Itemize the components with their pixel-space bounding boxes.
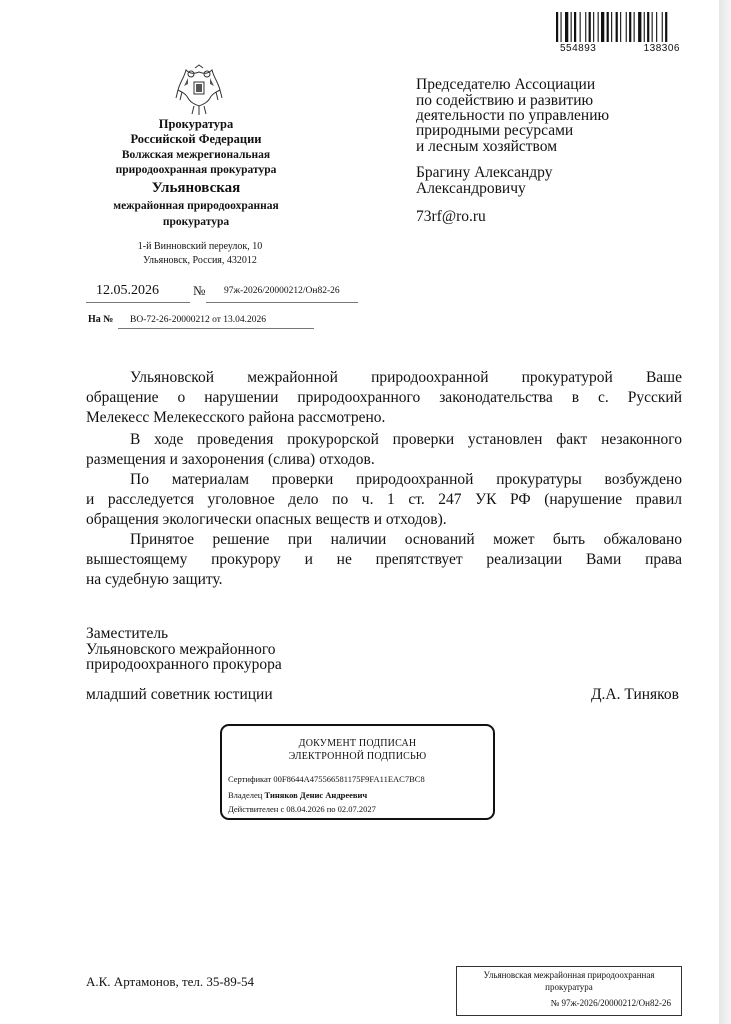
- recipient-name-line1: Брагину Александру: [416, 164, 553, 181]
- recipient-line: природными ресурсами: [416, 122, 574, 139]
- barcode-bar: [665, 12, 667, 42]
- recipient-email: 73rf@ro.ru: [416, 208, 486, 225]
- valid-to-label: по: [326, 804, 336, 814]
- registration-stamp: [456, 966, 682, 1016]
- sender-line: Ульяновская: [151, 180, 241, 196]
- date-underline: [86, 302, 190, 303]
- body-line: обращения экологически опасных веществ и отходов).: [86, 511, 447, 528]
- registration-org-line1: Ульяновская межрайонная природоохранная: [483, 970, 655, 980]
- barcode-bar: [629, 12, 631, 42]
- reply-label: На №: [88, 314, 114, 325]
- body-paragraph: [86, 368, 682, 428]
- barcode-bar: [616, 12, 618, 42]
- body-line: По материалам проверки природоохранной прокуратуры возбуждено: [130, 471, 682, 488]
- body-line: на судебную защиту.: [86, 571, 223, 588]
- body-line: Мелекесс Мелекесского района рассмотрено.: [86, 409, 386, 426]
- recipient-name-line2: Александровичу: [416, 180, 526, 197]
- barcode-bar: [598, 12, 599, 42]
- body-line: Принятое решение при наличии оснований может быть обжаловано: [130, 531, 682, 548]
- barcode-bar: [574, 12, 576, 42]
- sender-line: природоохранная прокуратура: [115, 164, 277, 176]
- recipient-line: Председателю Ассоциации: [416, 76, 596, 93]
- sender-address-line1: 1-й Винновский переулок, 10: [137, 241, 263, 252]
- owner-value: Тиняков Денис Андреевич: [264, 790, 368, 800]
- registration-org-line2: прокуратура: [545, 982, 593, 992]
- recipient-line: и лесным хозяйством: [416, 138, 558, 155]
- barcode-bar: [565, 12, 568, 42]
- barcode-bar: [589, 12, 591, 42]
- body-paragraph: [86, 430, 682, 470]
- barcode-number-left: 554893: [560, 43, 597, 54]
- executor-contact: А.К. Артамонов, тел. 35-89-54: [86, 974, 255, 989]
- stamp-title-line1: ДОКУМЕНТ ПОДПИСАН: [298, 738, 417, 749]
- signer-position-line: Ульяновского межрайонного: [86, 641, 276, 658]
- barcode-bar: [585, 12, 586, 42]
- number-sign: №: [193, 283, 206, 298]
- barcode-bar: [626, 12, 627, 42]
- stamp-certificate-row: [228, 774, 425, 784]
- barcode-bar: [611, 12, 612, 42]
- body-paragraph: [86, 530, 682, 590]
- barcode-bar: [601, 12, 604, 42]
- sender-line: прокуратура: [162, 216, 230, 228]
- sender-line: Прокуратура: [158, 117, 234, 131]
- body-line: В ходе проведения прокурорской проверки установлен факт незаконного: [130, 431, 682, 448]
- signer-position-line: природоохранного прокурора: [86, 656, 282, 673]
- body-line: вышестоящему прокурору и не препятствует реализации Вами права: [86, 551, 682, 568]
- valid-to-value: 02.07.2027: [337, 804, 376, 814]
- electronic-signature-stamp: [220, 724, 495, 820]
- valid-from-label: Действителен с: [228, 804, 285, 814]
- barcode-bar: [556, 12, 558, 42]
- barcode-bar: [652, 12, 653, 42]
- number-underline: [206, 302, 358, 303]
- stamp-validity-row: [228, 804, 376, 814]
- barcode: [556, 12, 680, 42]
- barcode-bar: [607, 12, 609, 42]
- barcode-bar: [647, 12, 649, 42]
- body-line: и расследуется уголовное дело по ч. 1 ст. 247 УК РФ (нарушение правил: [86, 491, 682, 508]
- body-line: Ульяновской межрайонной природоохранной прокуратурой Ваше: [130, 369, 682, 386]
- barcode-bar: [638, 12, 641, 42]
- sender-line: межрайонная природоохранная: [113, 200, 279, 212]
- letter-date: 12.05.2026: [96, 283, 159, 298]
- barcode-numbers: [560, 43, 680, 54]
- signer-position-line: Заместитель: [86, 625, 169, 642]
- signer-name: Д.А. Тиняков: [590, 686, 679, 703]
- barcode-bar: [571, 12, 572, 42]
- signer-rank: младший советник юстиции: [86, 686, 273, 703]
- certificate-label: Сертификат: [228, 774, 272, 784]
- barcode-bar: [561, 12, 562, 42]
- stamp-title-line2: ЭЛЕКТРОННОЙ ПОДПИСЬЮ: [288, 751, 427, 762]
- body-paragraph: [86, 470, 682, 530]
- barcode-bar: [620, 12, 621, 42]
- recipient-line: по содействию и развитию: [416, 92, 594, 109]
- barcode-bar: [634, 12, 635, 42]
- barcode-bar: [644, 12, 645, 42]
- letter-number: 97ж-2026/20000212/Он82-26: [224, 286, 340, 296]
- barcode-number-right: 138306: [643, 43, 680, 54]
- body-line: обращение о нарушении природоохранного законодательства в с. Русский: [86, 389, 682, 406]
- barcode-bar: [656, 12, 657, 42]
- stamp-owner-row: [228, 790, 367, 800]
- body-line: размещения и захоронения (слива) отходов.: [86, 451, 375, 468]
- owner-label: Владелец: [228, 790, 263, 800]
- barcode-bar: [662, 12, 663, 42]
- barcode-bar: [593, 12, 594, 42]
- registration-number: № 97ж-2026/20000212/Он82-26: [550, 998, 671, 1008]
- page-edge-shadow: [719, 0, 731, 1024]
- coat-of-arms-icon: [174, 64, 224, 116]
- sender-address-line2: Ульяновск, Россия, 432012: [143, 255, 257, 266]
- recipient-line: деятельности по управлению: [416, 107, 610, 124]
- reply-underline: [118, 328, 314, 329]
- sender-line: Волжская межрегиональная: [121, 149, 271, 161]
- sender-line: Российской Федерации: [130, 132, 262, 146]
- valid-from-value: 08.04.2026: [286, 804, 325, 814]
- reply-reference: ВО-72-26-20000212 от 13.04.2026: [130, 315, 266, 325]
- barcode-bar: [580, 12, 581, 42]
- certificate-value: 00F8644A475566581175F9FA11EAC7BC8: [273, 774, 425, 784]
